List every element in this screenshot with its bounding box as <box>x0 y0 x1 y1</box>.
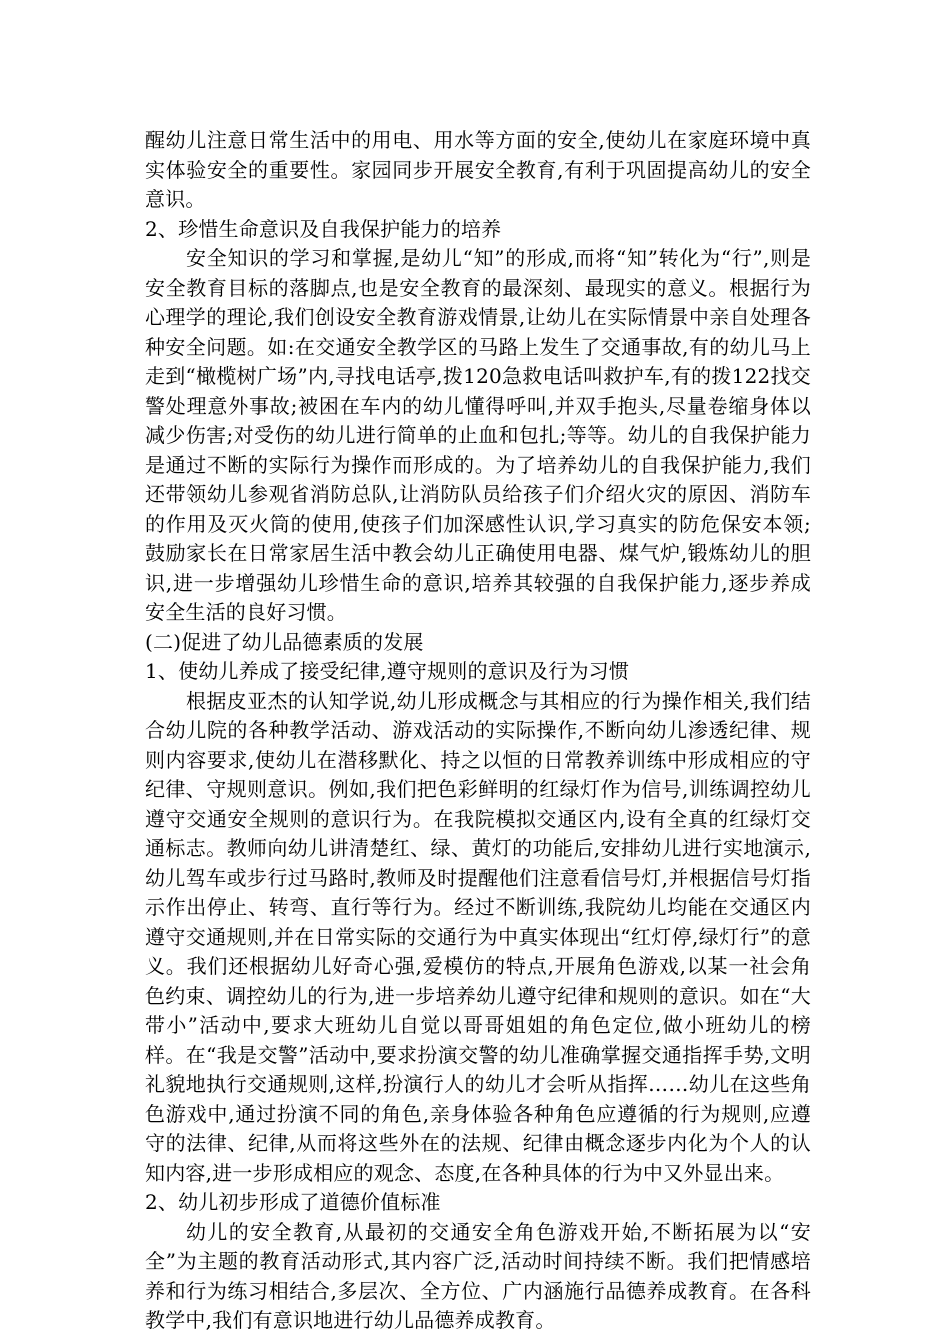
subheading-moral-values: 2、幼儿初步形成了道德价值标准 <box>145 1190 441 1214</box>
paragraph-self-protection: 安全知识的学习和掌握,是幼儿“知”的形成,而将“知”转化为“行”,则是安全教育目标的落脚点,也是安全教育的最深刻、最现实的意义。根据行为心理学的理论,我们创设安全教育游戏情景,让幼儿在实际情景中亲自处理各种安全问题。如:在交通安全教学区的马路上发生了交通事故,有的幼儿马上走到“橄榄树广场”内,寻找电话亭,拨120急救电话叫救护车,有的拨122找交警处理意外事故;被困在车内的幼儿懂得呼叫,并双手抱头,尽量卷缩身体以减少伤害;对受伤的幼儿进行简单的止血和包扎;等等。幼儿的自我保护能力是通过不断的实际行为操作而形成的。为了培养幼儿的自我保护能力,我们还带领幼儿参观省消防总队,让消防队员给孩子们介绍火灾的原因、消防车的作用及灭火筒的使用,使孩子们加深感性认识,学习真实的防危保安本领;鼓励家长在日常家居生活中教会幼儿正确使用电器、煤气炉,锻炼幼儿的胆识,进一步增强幼儿珍惜生命的意识,培养其较强的自我保护能力,逐步养成安全生活的良好习惯。 <box>145 246 811 624</box>
paragraph-continued: 醒幼儿注意日常生活中的用电、用水等方面的安全,使幼儿在家庭环境中真实体验安全的重要性。家园同步开展安全教育,有利于巩固提高幼儿的安全意识。 <box>145 128 811 211</box>
paragraph-discipline: 根据皮亚杰的认知学说,幼儿形成概念与其相应的行为操作相关,我们结合幼儿院的各种教学活动、游戏活动的实际操作,不断向幼儿渗透纪律、规则内容要求,使幼儿在潜移默化、持之以恒的日常教养训练中形成相应的守纪律、守规则意识。例如,我们把色彩鲜明的红绿灯作为信号,训练调控幼儿遵守交通安全规则的意识行为。在我院模拟交通区内,设有全真的红绿灯交通标志。教师向幼儿讲清楚红、绿、黄灯的功能后,安排幼儿进行实地演示,幼儿驾车或步行过马路时,教师及时提醒他们注意看信号灯,并根据信号灯指示作出停止、转弯、直行等行为。经过不断训练,我院幼儿均能在交通区内遵守交通规则,并在日常实际的交通行为中真实体现出“红灯停,绿灯行”的意义。我们还根据幼儿好奇心强,爱模仿的特点,开展角色游戏,以某一社会角色约束、调控幼儿的行为,进一步培养幼儿遵守纪律和规则的意识。如在“大带小”活动中,要求大班幼儿自觉以哥哥姐姐的角色定位,做小班幼儿的榜样。在“我是交警”活动中,要求扮演交警的幼儿准确掌握交通指挥手势,文明礼貌地执行交通规则,这样,扮演行人的幼儿才会听从指挥……幼儿在这些角色游戏中,通过扮演不同的角色,亲身体验各种角色应遵循的行为规则,应遵守的法律、纪律,从而将这些外在的法规、纪律由概念逐步内化为个人的认知内容,进一步形成相应的观念、态度,在各种具体的行为中又外显出来。 <box>145 688 811 1185</box>
subheading-discipline: 1、使幼儿养成了接受纪律,遵守规则的意识及行为习惯 <box>145 659 630 683</box>
section-heading-moral: (二)促进了幼儿品德素质的发展 <box>145 629 424 654</box>
document-body <box>145 126 811 1336</box>
subheading-life-safety: 2、珍惜生命意识及自我保护能力的培养 <box>145 216 502 241</box>
paragraph-moral-values: 幼儿的安全教育,从最初的交通安全角色游戏开始,不断拓展为以“安全”为主题的教育活动形式,其内容广泛,活动时间持续不断。我们把情感培养和行为练习相结合,多层次、全方位、广内涵施行品德养成教育。在各科教学中,我们有意识地进行幼儿品德养成教育。 <box>145 1219 811 1332</box>
